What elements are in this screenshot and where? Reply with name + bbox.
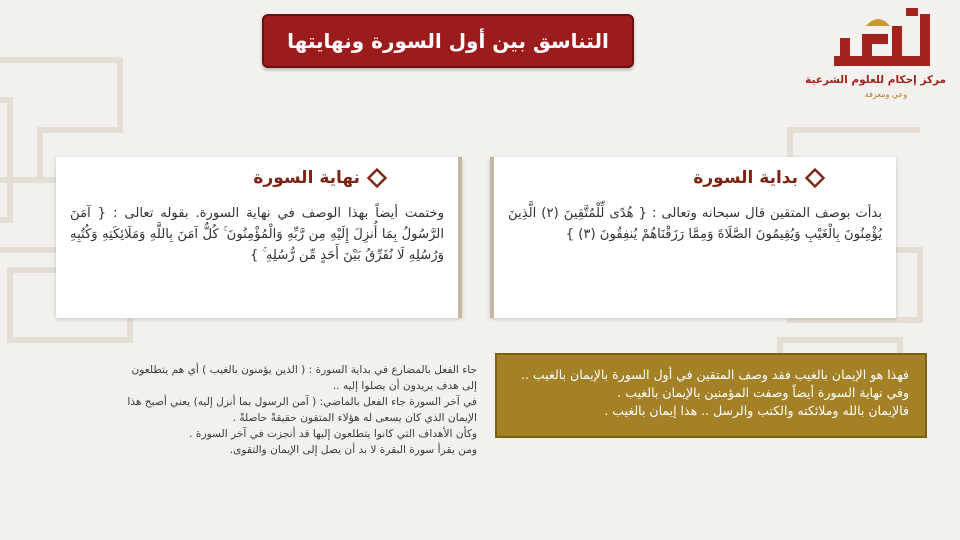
diamond-bullet-icon: [366, 167, 388, 189]
summary-line: وفي نهاية السورة أيضاً وصفت المؤمنين بالإيمان بالغيب .: [617, 385, 909, 400]
page-title-banner: [262, 14, 634, 68]
note-line: جاء الفعل بالمضارع في بداية السورة : ( الذين يؤمنون بالغيب ) أي هم يتطلعون: [131, 364, 477, 376]
card-text-start: بدأت بوصف المتقين قال سبحانه وتعالى : { هُدًى لِّلْمُتَّقِينَ (٢) الَّذِينَ يُؤْمِنُونَ بِالْغَيْبِ وَيُقِيمُونَ الصَّلَاةَ وَمِمَّا رَزَقْنَاهُمْ يُنفِقُونَ (٣) }: [508, 206, 882, 242]
page-title: التناسق بين أول السورة ونهايتها: [287, 29, 609, 53]
card-heading-end: [253, 167, 388, 189]
note-line: ومن يقرأ سورة البقرة لا بد أن يصل إلى الإيمان والتقوى.: [229, 444, 477, 456]
summary-box: [495, 353, 927, 438]
diamond-bullet-icon: [804, 167, 826, 189]
brand-logo: [805, 8, 946, 104]
explanation-notes: [12, 362, 477, 458]
logo-tagline: وعي ومعرفة: [864, 90, 908, 99]
card-surah-start: [490, 157, 896, 318]
summary-line: فالإيمان بالله وملائكته والكتب والرسل .. هذا إيمان بالغيب .: [604, 403, 909, 418]
summary-line: فهذا هو الإيمان بالغيب فقد وصف المتقين في أول السورة بالإيمان بالغيب ..: [520, 367, 909, 382]
card-heading-label: نهاية السورة: [253, 168, 360, 188]
note-line: الإيمان الذي كان يسعى له هؤلاء المتقون حقيقةً حاصلةً .: [232, 412, 477, 424]
logo-title: مركز إحكام للعلوم الشرعية: [805, 74, 946, 86]
card-heading-start: [693, 167, 826, 189]
note-line: إلى هدف يريدون أن يصلوا إليه ..: [332, 380, 477, 392]
note-line: وكأن الأهداف التي كانوا يتطلعون إليها قد أنجزت في آخر السورة .: [189, 428, 477, 440]
card-surah-end: [56, 157, 462, 318]
note-line: في آخر السورة جاء الفعل بالماضي: ( آمن الرسول بما أنزل إليه) يعني أصبح هذا: [127, 396, 477, 408]
card-text-end: وختمت أيضاً بهذا الوصف في نهاية السورة. بقوله تعالى : { آمَنَ الرَّسُولُ بِمَا أُنزِلَ إِلَيْهِ مِن رَّبِّهِ وَالْمُؤْمِنُونَ ۚ كُلٌّ آمَنَ بِاللَّهِ وَمَلَائِكَتِهِ وَكُتُبِهِ وَرُسُلِهِ لَا نُفَرِّقُ بَيْنَ أَحَدٍ مِّن رُّسُلِهِ ۚ }: [70, 206, 444, 263]
ihkam-logo-icon: [832, 8, 940, 72]
card-heading-label: بداية السورة: [693, 168, 798, 188]
